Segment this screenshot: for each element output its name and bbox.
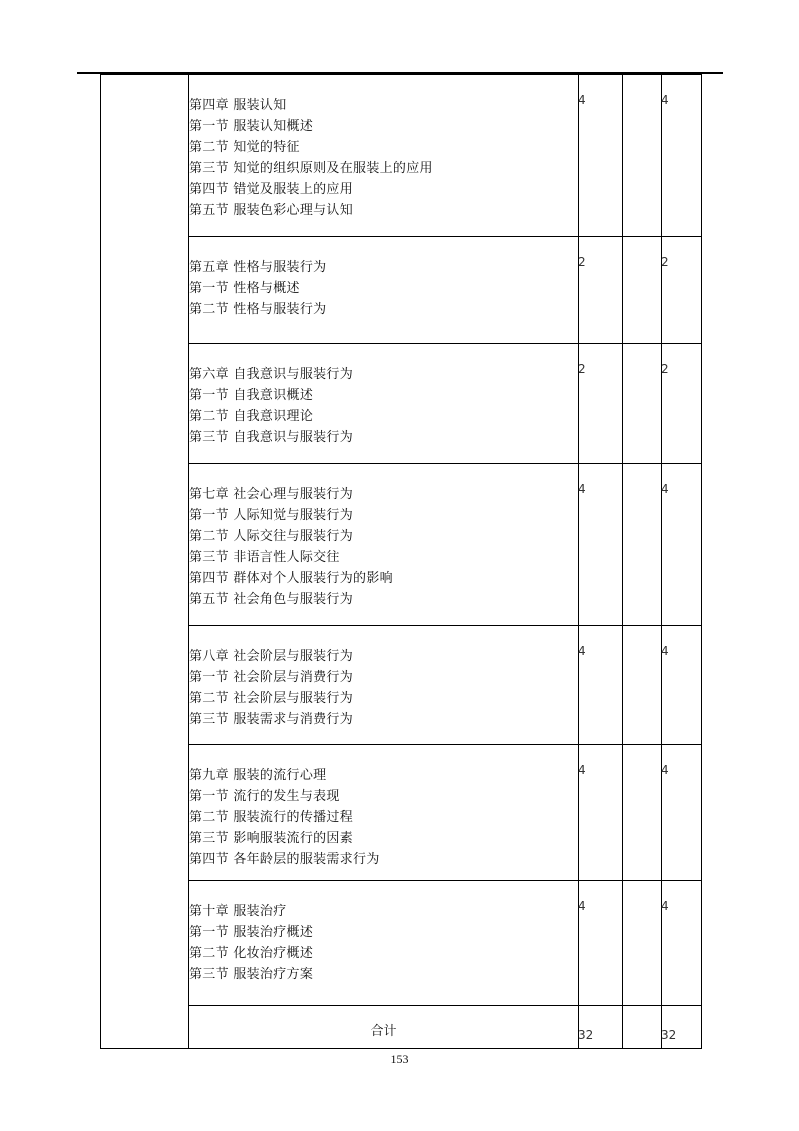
- chapter-row: [101, 881, 702, 1006]
- hours-cell-b: [662, 881, 702, 1006]
- chapter-row: [101, 626, 702, 745]
- chapter-block: [189, 237, 578, 320]
- hours-value: 4: [661, 93, 669, 107]
- section-line: 第一节 社会阶层与消费行为: [189, 670, 354, 685]
- hours-cell-b: [662, 237, 702, 344]
- hours-cell-a: [579, 237, 623, 344]
- section-line: 第五节 服装色彩心理与认知: [189, 203, 354, 218]
- hours-value: 4: [578, 93, 586, 107]
- total-label: 合计: [370, 1024, 397, 1039]
- hours-cell-a: [579, 75, 623, 237]
- section-line: 第二节 社会阶层与服装行为: [189, 691, 354, 706]
- empty-cell: [623, 344, 662, 464]
- hours-cell-a: [579, 344, 623, 464]
- chapter-content-cell: [189, 75, 579, 237]
- chapter-row: [101, 464, 702, 626]
- section-line: 第二节 人际交往与服装行为: [189, 529, 354, 544]
- chapter-content-cell: [189, 881, 579, 1006]
- hours-value: 2: [661, 255, 669, 269]
- hours-value: 4: [578, 644, 586, 658]
- section-line: 第三节 知觉的组织原则及在服装上的应用: [189, 161, 433, 176]
- empty-cell: [623, 237, 662, 344]
- hours-value: 4: [661, 644, 669, 658]
- chapter-block: [189, 464, 578, 610]
- hours-cell-a: [579, 626, 623, 745]
- chapter-title: 第四章 服装认知: [189, 98, 287, 113]
- section-line: 第一节 自我意识概述: [189, 388, 314, 403]
- section-line: 第四节 错觉及服装上的应用: [189, 182, 354, 197]
- section-line: 第一节 性格与概述: [189, 281, 300, 296]
- chapter-title: 第九章 服装的流行心理: [189, 768, 327, 783]
- section-line: 第四节 群体对个人服装行为的影响: [189, 571, 393, 586]
- total-row: [101, 1006, 702, 1049]
- total-hours-cell-a: [579, 1006, 623, 1049]
- chapter-row: [101, 75, 702, 237]
- chapter-block: [189, 881, 578, 985]
- chapter-title: 第八章 社会阶层与服装行为: [189, 649, 354, 664]
- empty-cell: [623, 745, 662, 881]
- chapter-row: [101, 344, 702, 464]
- chapter-block: [189, 75, 578, 221]
- section-line: 第一节 服装认知概述: [189, 119, 314, 134]
- section-line: 第二节 服装流行的传播过程: [189, 810, 354, 825]
- hours-value: 4: [578, 763, 586, 777]
- total-hours-cell-b: [662, 1006, 702, 1049]
- hours-cell-b: [662, 464, 702, 626]
- empty-cell: [623, 464, 662, 626]
- section-line: 第二节 化妆治疗概述: [189, 946, 314, 961]
- section-line: 第一节 服装治疗概述: [189, 925, 314, 940]
- empty-cell: [623, 75, 662, 237]
- section-line: 第三节 非语言性人际交往: [189, 550, 340, 565]
- hours-value: 4: [661, 482, 669, 496]
- section-line: 第二节 知觉的特征: [189, 140, 300, 155]
- chapter-block: [189, 626, 578, 730]
- hours-value: 2: [578, 362, 586, 376]
- total-hours-value: 32: [578, 1028, 594, 1042]
- chapter-content-cell: [189, 344, 579, 464]
- section-line: 第四节 各年龄层的服装需求行为: [189, 852, 380, 867]
- chapter-block: [189, 745, 578, 870]
- hours-cell-a: [579, 745, 623, 881]
- section-line: 第三节 服装需求与消费行为: [189, 712, 354, 727]
- section-line: 第五节 社会角色与服装行为: [189, 592, 354, 607]
- section-line: 第二节 性格与服装行为: [189, 302, 327, 317]
- chapter-block: [189, 344, 578, 448]
- chapter-row: [101, 745, 702, 881]
- total-label-cell: [189, 1006, 579, 1049]
- chapter-content-cell: [189, 237, 579, 344]
- chapter-title: 第十章 服装治疗: [189, 904, 287, 919]
- hours-cell-b: [662, 344, 702, 464]
- section-line: 第一节 人际知觉与服装行为: [189, 508, 354, 523]
- course-schedule-table: [100, 74, 702, 1049]
- hours-cell-a: [579, 464, 623, 626]
- page-number: 153: [390, 1052, 409, 1066]
- total-hours-value: 32: [661, 1028, 677, 1042]
- hours-cell-a: [579, 881, 623, 1006]
- chapter-title: 第七章 社会心理与服装行为: [189, 487, 354, 502]
- hours-cell-b: [662, 75, 702, 237]
- hours-value: 4: [661, 899, 669, 913]
- hours-value: 4: [578, 899, 586, 913]
- section-line: 第三节 影响服装流行的因素: [189, 831, 354, 846]
- chapter-title: 第六章 自我意识与服装行为: [189, 367, 354, 382]
- chapter-title: 第五章 性格与服装行为: [189, 260, 327, 275]
- left-column-cell: [101, 75, 189, 1049]
- empty-cell: [623, 881, 662, 1006]
- hours-value: 4: [661, 763, 669, 777]
- chapter-content-cell: [189, 626, 579, 745]
- chapter-row: [101, 237, 702, 344]
- empty-cell: [623, 626, 662, 745]
- hours-value: 4: [578, 482, 586, 496]
- empty-cell: [623, 1006, 662, 1049]
- hours-value: 2: [661, 362, 669, 376]
- section-line: 第三节 自我意识与服装行为: [189, 430, 354, 445]
- section-line: 第三节 服装治疗方案: [189, 967, 314, 982]
- chapter-content-cell: [189, 464, 579, 626]
- hours-cell-b: [662, 626, 702, 745]
- chapter-content-cell: [189, 745, 579, 881]
- section-line: 第一节 流行的发生与表现: [189, 789, 340, 804]
- hours-value: 2: [578, 255, 586, 269]
- hours-cell-b: [662, 745, 702, 881]
- section-line: 第二节 自我意识理论: [189, 409, 314, 424]
